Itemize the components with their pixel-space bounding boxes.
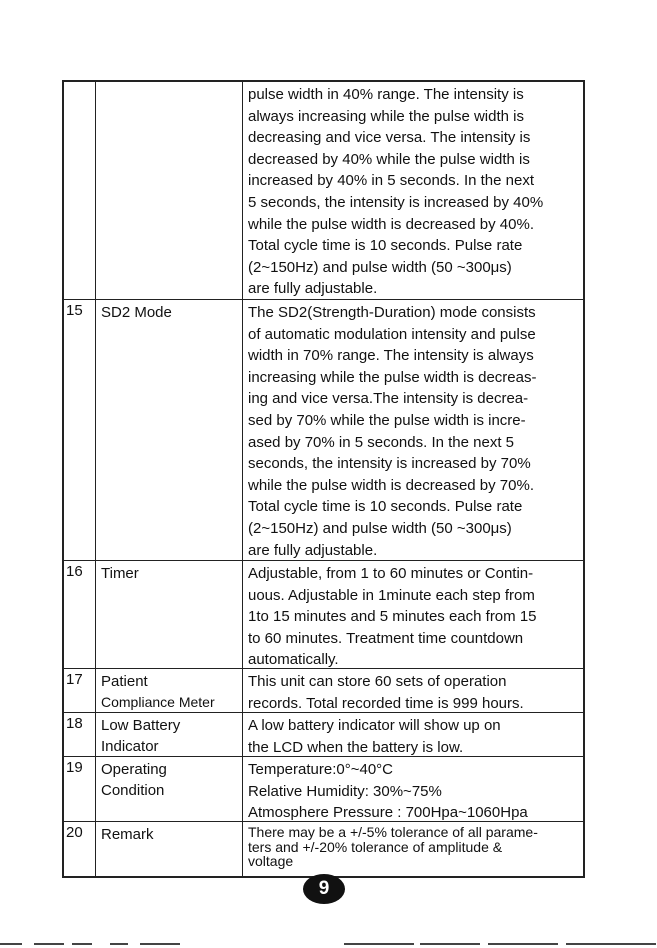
table-row — [64, 821, 583, 876]
row-item — [96, 757, 243, 821]
description-line: the LCD when the battery is low. — [248, 738, 464, 756]
row-description — [243, 669, 583, 712]
table-row — [64, 712, 583, 756]
description-line: decreasing and vice versa. The intensity is — [248, 129, 531, 147]
description-line: uous. Adjustable in 1minute each step from — [248, 586, 535, 604]
description-line: decreased by 40% while the pulse width is — [248, 150, 530, 168]
description-line: to 60 minutes. Treatment time countdown — [248, 629, 524, 647]
description-line: of automatic modulation intensity and pulse — [248, 325, 536, 343]
description-line: 1to 15 minutes and 5 minutes each from 15 — [248, 608, 537, 626]
description-line: width in 70% range. The intensity is always — [248, 347, 534, 365]
row-item — [96, 82, 243, 299]
row-item — [96, 822, 243, 876]
row-item — [96, 669, 243, 712]
row-number: 20 — [64, 822, 96, 876]
description-line: are fully adjustable. — [248, 541, 378, 559]
table-row — [64, 82, 583, 299]
bottom-edge-marks — [0, 940, 657, 948]
description-line: (2~150Hz) and pulse width (50 ~300μs) — [248, 519, 512, 537]
description-line: Total cycle time is 10 seconds. Pulse rate — [248, 237, 523, 255]
specification-table — [62, 80, 585, 878]
row-number — [64, 82, 96, 299]
row-item — [96, 561, 243, 668]
row-description — [243, 561, 583, 668]
description-line: ing and vice versa.The intensity is decrea- — [248, 390, 529, 408]
row-description — [243, 713, 583, 756]
description-line: automatically. — [248, 651, 339, 669]
description-line: voltage — [248, 853, 294, 869]
description-line: records. Total recorded time is 999 hours. — [248, 694, 524, 712]
row-description — [243, 822, 583, 876]
table-row — [64, 560, 583, 668]
description-line: while the pulse width is decreased by 70%. — [248, 476, 534, 494]
description-line: increasing while the pulse width is decreas- — [248, 368, 537, 386]
row-number: 16 — [64, 561, 96, 668]
description-line: Temperature:0°~40°C — [248, 761, 393, 778]
description-line: seconds, the intensity is increased by 70% — [248, 455, 531, 473]
row-item — [96, 713, 243, 756]
description-line: while the pulse width is decreased by 40%. — [248, 215, 534, 233]
table-row — [64, 299, 583, 560]
row-description — [243, 757, 583, 821]
description-line: sed by 70% while the pulse width is incre- — [248, 411, 526, 429]
description-line: increased by 40% in 5 seconds. In the next — [248, 172, 535, 190]
item-label: Remark — [101, 826, 154, 843]
description-line: Total cycle time is 10 seconds. Pulse rate — [248, 498, 523, 516]
item-label: Low Battery — [101, 717, 181, 734]
row-number: 19 — [64, 757, 96, 821]
row-number: 17 — [64, 669, 96, 712]
description-line: There may be a +/-5% tolerance of all parame- — [248, 824, 538, 840]
description-line: (2~150Hz) and pulse width (50 ~300μs) — [248, 258, 512, 276]
table-row — [64, 668, 583, 712]
description-line: ters and +/-20% tolerance of amplitude & — [248, 838, 503, 855]
description-line: 5 seconds, the intensity is increased by 40% — [248, 193, 544, 211]
item-label-line2: Compliance Meter — [101, 694, 215, 710]
description-line: pulse width in 40% range. The intensity is — [248, 86, 524, 103]
description-line: A low battery indicator will show up on — [248, 717, 501, 734]
item-label: Timer — [101, 565, 139, 582]
description-line: Relative Humidity: 30%~75% — [248, 782, 442, 800]
item-label: Patient — [101, 673, 148, 690]
row-number: 15 — [64, 300, 96, 560]
row-item — [96, 300, 243, 560]
row-description — [243, 300, 583, 560]
description-line: The SD2(Strength-Duration) mode consists — [248, 304, 536, 321]
item-label: SD2 Mode — [101, 304, 172, 321]
page-number-badge: 9 — [303, 874, 345, 904]
description-line: This unit can store 60 sets of operation — [248, 673, 507, 690]
description-line: Atmosphere Pressure : 700Hpa~1060Hpa — [248, 804, 528, 822]
item-label-line2: Condition — [101, 782, 165, 799]
description-line: ased by 70% in 5 seconds. In the next 5 — [248, 433, 515, 451]
table-row — [64, 756, 583, 821]
row-number: 18 — [64, 713, 96, 756]
item-label-line2: Indicator — [101, 738, 159, 755]
row-description — [243, 82, 583, 299]
item-label: Operating — [101, 761, 167, 778]
description-line: are fully adjustable. — [248, 280, 378, 298]
description-line: Adjustable, from 1 to 60 minutes or Contin- — [248, 565, 534, 582]
description-line: always increasing while the pulse width is — [248, 107, 524, 125]
